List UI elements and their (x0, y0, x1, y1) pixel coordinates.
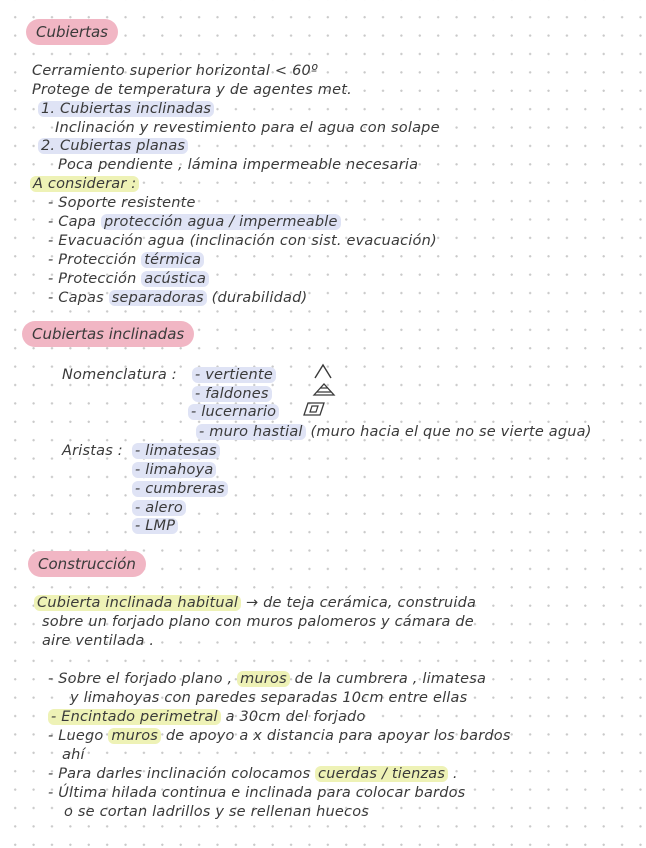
text-fragment: (muro hacia el que no se vierte agua) (305, 424, 592, 440)
list-item (48, 708, 366, 726)
faldones-icon (310, 381, 338, 399)
text-fragment: de la cumbrera , limatesa (289, 671, 487, 687)
text-fragment: (durabilidad) (206, 290, 308, 306)
highlight: muros (108, 728, 161, 744)
text-fragment: → de teja cerámica, construida (241, 595, 477, 611)
text-line: y limahoyas con paredes separadas 10cm entre ellas (70, 690, 468, 706)
list-item: - Soporte resistente (48, 195, 196, 211)
highlight: - limatesas (132, 443, 220, 459)
highlight: - vertiente (192, 367, 276, 383)
list-item (48, 232, 437, 250)
highlight: protección agua / impermeable (101, 214, 341, 230)
list-item (132, 461, 216, 479)
text-fragment: . (448, 766, 458, 782)
highlight: Cubierta inclinada habitual (34, 595, 241, 611)
highlight: cuerdas / tienzas (315, 766, 448, 782)
highlight: - lucernario (188, 404, 279, 420)
text-line: Inclinación y revestimiento para el agua con solape (55, 120, 440, 136)
text-fragment: (inclinación con sist. evacuación) (189, 233, 437, 249)
highlight: muros (237, 671, 290, 687)
highlight: - faldones (192, 386, 272, 402)
section-title-cubiertas-inclinadas: Cubiertas inclinadas (22, 321, 194, 347)
list-item (48, 727, 511, 745)
text-line: sobre un forjado plano con muros palomeros y cámara de (42, 614, 474, 630)
list-item (48, 289, 307, 307)
text-line: aire ventilada . (42, 633, 155, 649)
text-fragment: - Evacuación agua (48, 233, 190, 249)
highlight: 1. Cubiertas inclinadas (38, 101, 214, 117)
text-line (34, 594, 476, 612)
text-fragment: - Sobre el forjado plano , (48, 671, 238, 687)
highlight: acústica (141, 271, 209, 287)
list-item (188, 403, 279, 421)
section-title-construccion: Construcción (28, 551, 146, 577)
highlight: - muro hastial (196, 424, 306, 440)
text-fragment: - Capas (48, 290, 109, 306)
section-title-cubiertas: Cubiertas (26, 19, 118, 45)
highlight: - limahoya (132, 462, 216, 478)
list-item (196, 423, 592, 441)
subheading (30, 175, 139, 193)
label: Aristas : (62, 443, 123, 459)
list-item (48, 765, 458, 783)
list-item (132, 517, 178, 535)
highlight: A considerar : (30, 176, 139, 192)
text-line: Poca pendiente , lámina impermeable necesaria (58, 157, 419, 173)
lucernario-icon (300, 400, 328, 418)
text-fragment: de apoyo a x distancia para apoyar los bardos (161, 728, 511, 744)
text-fragment: - Protección (48, 252, 142, 268)
text-fragment: - Luego (48, 728, 109, 744)
list-item (132, 480, 228, 498)
highlight: - alero (132, 500, 186, 516)
text-fragment: - Capa (48, 214, 101, 230)
list-item (192, 366, 276, 384)
text-fragment: a 30cm del forjado (220, 709, 366, 725)
list-item: - Última hilada continua e inclinada para colocar bardos (48, 785, 466, 801)
label: Nomenclatura : (62, 367, 177, 383)
text-line: ahí (62, 747, 85, 763)
list-item (132, 499, 186, 517)
text-line: Cerramiento superior horizontal < 60º (32, 63, 318, 79)
text-line: o se cortan ladrillos y se rellenan huecos (64, 804, 370, 820)
list-item (48, 270, 209, 288)
list-item (48, 670, 486, 688)
highlight: separadoras (109, 290, 207, 306)
list-item (38, 137, 188, 155)
list-item (38, 100, 214, 118)
text-line: Protege de temperatura y de agentes met. (32, 82, 352, 98)
list-item (132, 442, 220, 460)
highlight: térmica (141, 252, 204, 268)
triangle-icon (312, 362, 334, 380)
list-item (192, 385, 272, 403)
text-fragment: - Para darles inclinación colocamos (48, 766, 316, 782)
highlight: 2. Cubiertas planas (38, 138, 188, 154)
highlight: - Encintado perimetral (48, 709, 221, 725)
highlight: - LMP (132, 518, 178, 534)
highlight: - cumbreras (132, 481, 228, 497)
list-item (48, 251, 204, 269)
text-fragment: - Protección (48, 271, 142, 287)
list-item (48, 213, 341, 231)
